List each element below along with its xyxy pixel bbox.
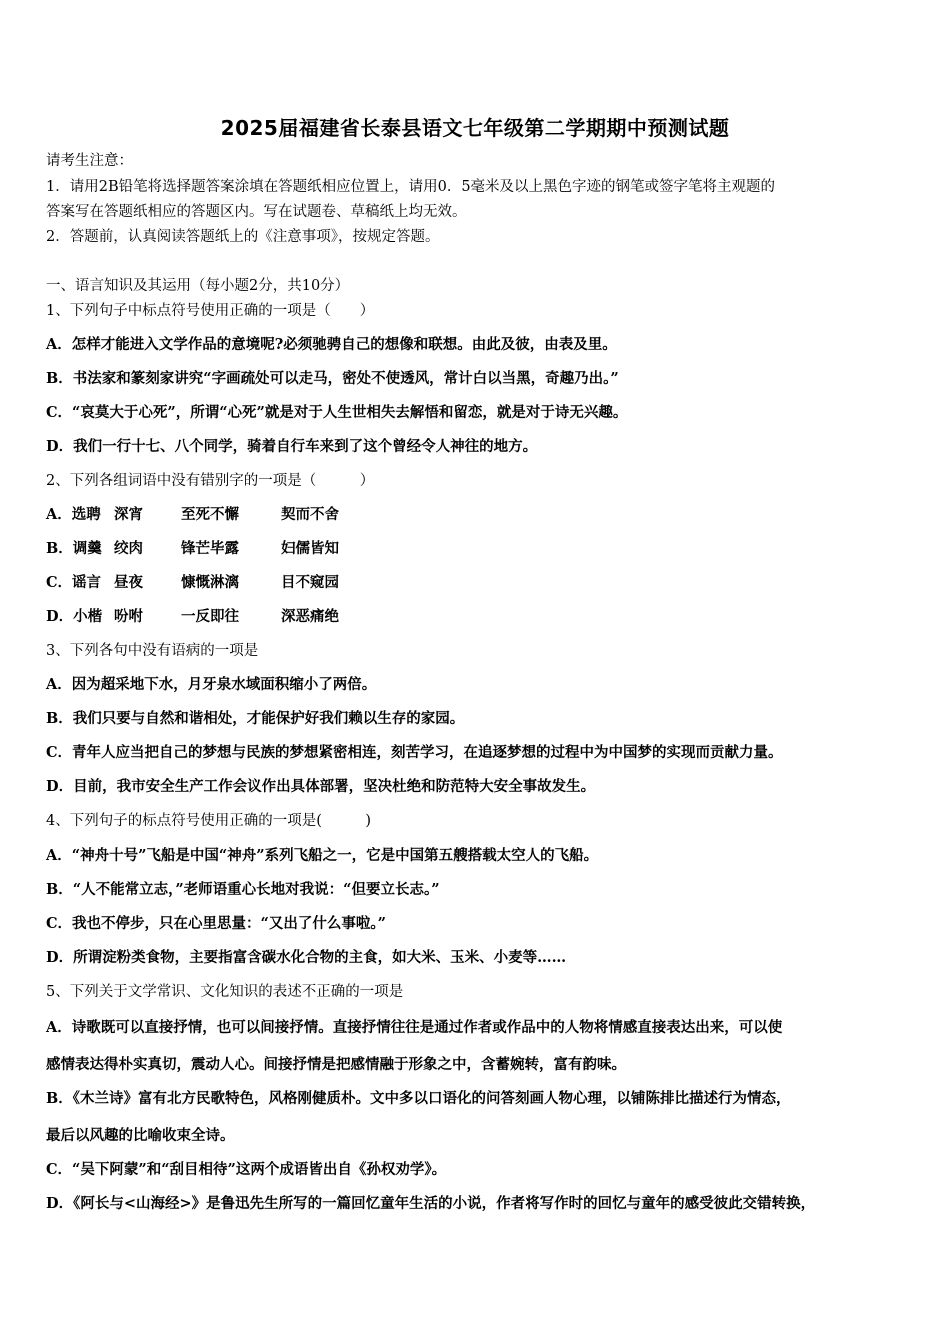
page-title: 2025届福建省长泰县语文七年级第二学期期中预测试题 xyxy=(220,116,730,140)
q3-stem: 3、下列各句中没有语病的一项是 xyxy=(46,643,259,659)
notice-heading: 请考生注意： xyxy=(46,153,133,169)
q1-option-a: A．怎样才能进入文学作品的意境呢?必须驰骋自己的想像和联想。由此及彼，由表及里。 xyxy=(46,336,617,353)
q2-a-word-2: 深宵 xyxy=(114,506,143,523)
section-heading: 一、语言知识及其运用（每小题2分，共10分） xyxy=(46,278,350,294)
q2-c-word-3: 慷慨淋漓 xyxy=(181,574,239,591)
q1-option-c: C．“哀莫大于心死”，所谓“心死”就是对于人生世相失去解悟和留恋，就是对于诗无兴趣。 xyxy=(46,404,628,421)
q5-option-c: C．“吴下阿蒙”和“刮目相待”这两个成语皆出自《孙权劝学》。 xyxy=(46,1161,447,1178)
q2-option-c xyxy=(46,574,339,592)
q3-option-b: B．我们只要与自然和谐相处，才能保护好我们赖以生存的家园。 xyxy=(46,710,465,727)
q2-a-word-1: A．选聘 xyxy=(46,506,101,523)
q2-b-word-4: 妇儒皆知 xyxy=(281,540,339,557)
notice-item-2: 2．答题前，认真阅读答题纸上的《注意事项》，按规定答题。 xyxy=(46,229,440,245)
q2-b-word-2: 绞肉 xyxy=(114,540,143,557)
q5-option-a-line-1: A．诗歌既可以直接抒情，也可以间接抒情。直接抒情往往是通过作者或作品中的人物将情感直接表达出来，可以使 xyxy=(46,1019,783,1036)
q1-option-b: B．书法家和篆刻家讲究“字画疏处可以走马，密处不使透风，常计白以当黑，奇趣乃出。” xyxy=(46,370,619,387)
q2-a-word-4: 契而不舍 xyxy=(281,506,339,523)
q2-b-word-3: 锋芒毕露 xyxy=(181,540,239,557)
q2-stem: 2、下列各组词语中没有错别字的一项是（ ） xyxy=(46,473,375,489)
q2-c-word-1: C．谣言 xyxy=(46,574,102,591)
q2-c-word-4: 目不窥园 xyxy=(281,574,339,591)
q4-option-d: D．所谓淀粉类食物，主要指富含碳水化合物的主食，如大米、玉米、小麦等…… xyxy=(46,949,567,966)
q1-option-d: D．我们一行十七、八个同学，骑着自行车来到了这个曾经令人神往的地方。 xyxy=(46,438,538,455)
q5-option-b-line-1: B．《木兰诗》富有北方民歌特色，风格刚健质朴。文中多以口语化的问答刻画人物心理，以铺陈排比描述行为情态， xyxy=(46,1090,791,1107)
notice-item-1-line-2: 答案写在答题纸相应的答题区内。写在试题卷、草稿纸上均无效。 xyxy=(46,204,467,220)
q2-option-a xyxy=(46,506,339,524)
q2-option-d xyxy=(46,608,339,626)
notice-item-1-line-1: 1．请用2B铅笔将选择题答案涂填在答题纸相应位置上，请用0．5毫米及以上黑色字迹的钢笔或签字笔将主观题的 xyxy=(46,179,776,195)
q2-c-word-2: 昼夜 xyxy=(114,574,143,591)
q3-option-c: C．青年人应当把自己的梦想与民族的梦想紧密相连，刻苦学习，在追逐梦想的过程中为中国梦的实现而贡献力量。 xyxy=(46,744,783,761)
q1-stem: 1、下列句子中标点符号使用正确的一项是（ ） xyxy=(46,303,375,319)
q4-option-b: B．“人不能常立志，”老师语重心长地对我说：“但要立长志。” xyxy=(46,881,440,898)
q2-d-word-2: 吩咐 xyxy=(114,608,143,625)
q4-option-a: A．“神舟十号”飞船是中国“神舟”系列飞船之一，它是中国第五艘搭载太空人的飞船。 xyxy=(46,847,599,864)
q3-option-d: D．目前，我市安全生产工作会议作出具体部署，坚决杜绝和防范特大安全事故发生。 xyxy=(46,778,596,795)
q2-option-b xyxy=(46,540,339,558)
q2-d-word-3: 一反即往 xyxy=(181,608,239,625)
q2-d-word-4: 深恶痛绝 xyxy=(281,608,339,625)
q5-option-b-line-2: 最后以风趣的比喻收束全诗。 xyxy=(46,1127,235,1144)
q4-option-c: C．我也不停步，只在心里思量：“又出了什么事啦。” xyxy=(46,915,386,932)
q5-stem: 5、下列关于文学常识、文化知识的表述不正确的一项是 xyxy=(46,984,404,1000)
q2-d-word-1: D．小楷 xyxy=(46,608,103,625)
q3-option-a: A．因为超采地下水，月牙泉水域面积缩小了两倍。 xyxy=(46,676,377,693)
q5-option-a-line-2: 感情表达得朴实真切，震动人心。间接抒情是把感情融于形象之中，含蓄婉转，富有韵味。 xyxy=(46,1056,626,1073)
q5-option-d-line-1: D．《阿长与<山海经>》是鲁迅先生所写的一篇回忆童年生活的小说，作者将写作时的回忆与童年的感受彼此交错转换， xyxy=(46,1195,816,1212)
q2-b-word-1: B．调羹 xyxy=(46,540,102,557)
q4-stem: 4、下列句子的标点符号使用正确的一项是( ) xyxy=(46,813,372,829)
q2-a-word-3: 至死不懈 xyxy=(181,506,239,523)
